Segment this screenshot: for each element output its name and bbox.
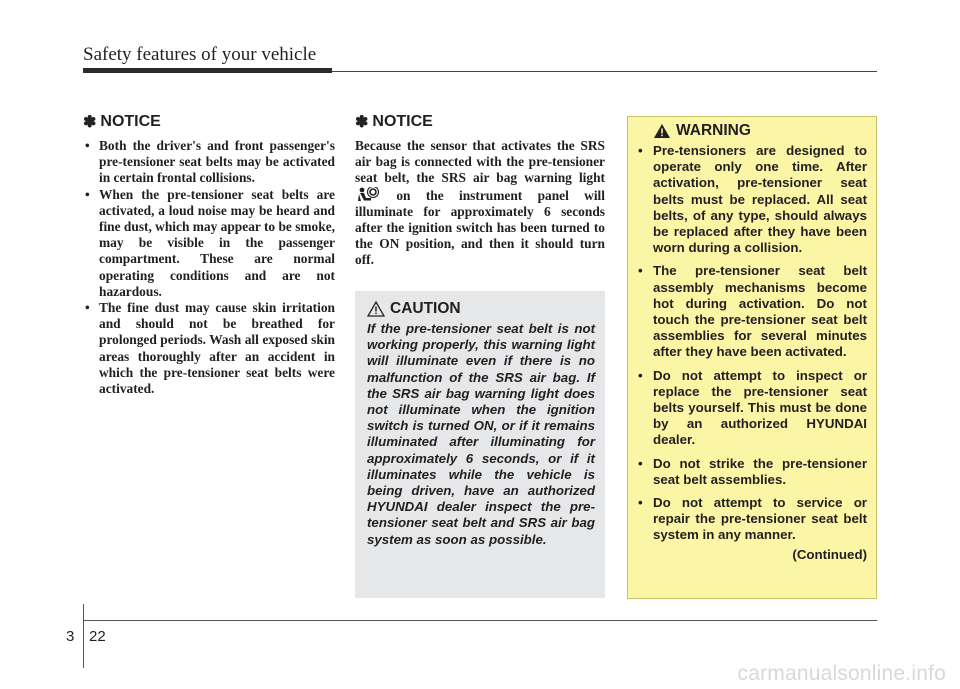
- caution-text: If the pre-tensioner seat belt is not working properly, this warning light will illuminate even if there is no malfunction of the SRS air bag. If the SRS air bag warning light does not illuminate when the ignition switch is turned ON, or if it remains illuminated after illuminating for approximately 6 seconds, or if it illuminates while the vehicle is being driven, have an authorized HYUNDAI dealer inspect the pre-tensioner seat belt and SRS air bag system as soon as possible.: [367, 321, 595, 547]
- notice-text-part2: on the instrument panel will illuminate for approximately 6 seconds after the ignition switch has been turned to the ON position, and then it should turn off.: [355, 187, 605, 268]
- watermark: carmanualsonline.info: [737, 662, 946, 685]
- list-item: • The fine dust may cause skin irritation and should not be breathed for prolonged periods. Wash all exposed skin areas thoroughly after an accident in which the pre-tensioner seat belts were activated.: [83, 300, 335, 397]
- notice-middle: [355, 112, 605, 269]
- header-rule: [332, 71, 877, 72]
- list-item: • When the pre-tensioner seat belts are activated, a loud noise may be heard and fine dust, which may appear to be smoke, may be visible in the passenger compartment. These are normal operating conditions and are not hazardous.: [83, 187, 335, 300]
- warning-triangle-icon: [653, 123, 671, 139]
- footer-divider-vertical: [83, 604, 84, 668]
- caution-heading: [367, 300, 595, 318]
- notice-left: [83, 112, 335, 397]
- warning-list: [637, 143, 867, 544]
- notice-paragraph: [355, 138, 605, 269]
- notice-text-part1: Because the sensor that activates the SRS air bag is connected with the pre-tensioner seat belt, the SRS air bag warning light: [355, 138, 605, 186]
- notice-star-icon: ✽: [83, 114, 97, 131]
- notice-heading-label: NOTICE: [100, 113, 161, 130]
- warning-heading-label: WARNING: [676, 122, 751, 139]
- airbag-warning-icon: [355, 187, 381, 203]
- notice-star-icon: ✽: [355, 114, 369, 131]
- warning-heading: [637, 122, 867, 140]
- notice-heading: [355, 112, 605, 132]
- notice-list: [83, 138, 335, 397]
- warning-box: [627, 116, 877, 599]
- caution-box: [355, 291, 605, 598]
- footer-divider-horizontal: [83, 620, 877, 621]
- list-item: • Pre-tensioners are designed to operate only one time. After activation, pre-tensioner seat belts must be replaced. All seat belts, of any type, should always be replaced after they have been worn during a collision.: [637, 143, 867, 256]
- list-item: • The pre-tensioner seat belt assembly mechanisms become hot during activation. Do not touch the pre-tensioner seat belt assemblies for several minutes after they have been activated.: [637, 263, 867, 360]
- list-item: • Do not attempt to service or repair the pre-tensioner seat belt system in any manner.: [637, 495, 867, 544]
- notice-heading-label: NOTICE: [372, 113, 433, 130]
- continued-label: (Continued): [792, 546, 867, 562]
- notice-heading: [83, 112, 335, 132]
- chapter-number: 3: [66, 628, 75, 645]
- page-header-title: Safety features of your vehicle: [83, 44, 317, 65]
- list-item: • Both the driver's and front passenger's pre-tensioner seat belts may be activated in certain frontal collisions.: [83, 138, 335, 187]
- list-item: • Do not strike the pre-tensioner seat belt assemblies.: [637, 456, 867, 488]
- page-number: 22: [89, 628, 106, 645]
- caution-heading-label: CAUTION: [390, 300, 461, 317]
- caution-triangle-icon: [367, 301, 385, 317]
- header-bar: [83, 68, 332, 73]
- list-item: • Do not attempt to inspect or replace the pre-tensioner seat belts yourself. This must be done by an authorized HYUNDAI dealer.: [637, 368, 867, 449]
